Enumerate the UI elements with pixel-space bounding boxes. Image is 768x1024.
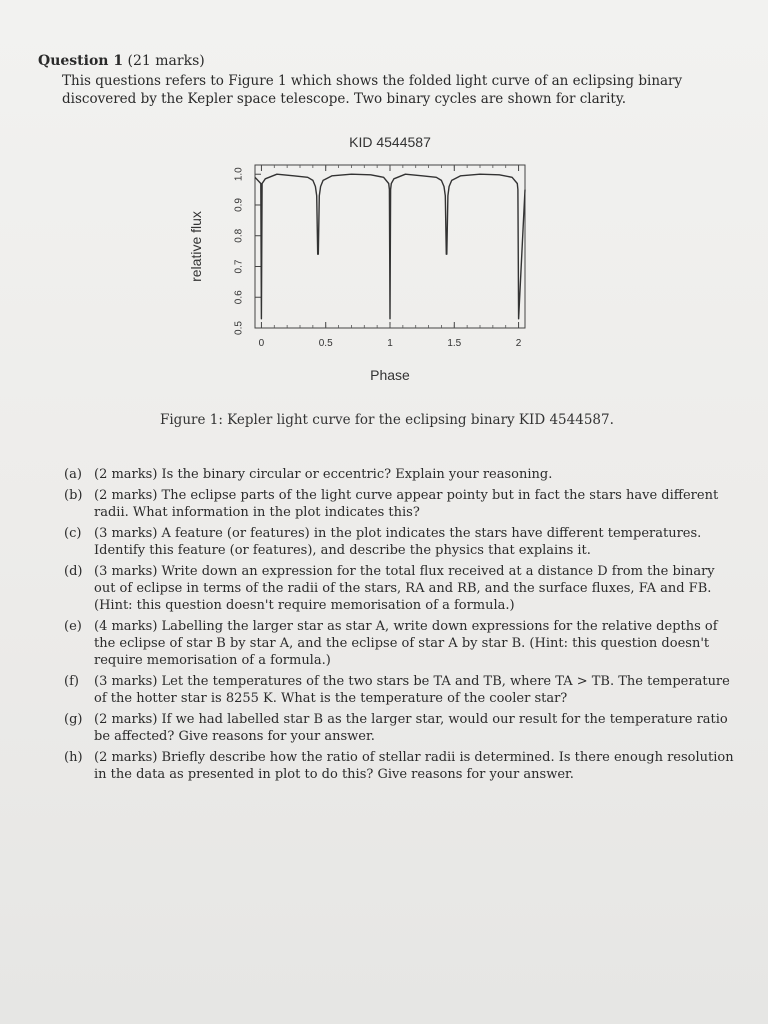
question-part [64, 563, 734, 614]
part-label: (b) [64, 488, 83, 503]
part-label: (c) [64, 526, 82, 541]
x-axis-label: Phase [370, 367, 410, 383]
x-tick-label: 2 [515, 338, 522, 349]
question-heading [38, 53, 205, 69]
y-tick-label: 0.5 [233, 321, 245, 335]
y-tick-label: 0.9 [233, 198, 245, 212]
x-tick-label: 0.5 [318, 338, 333, 349]
part-label: (f) [64, 674, 79, 689]
part-text: (2 marks) Is the binary circular or eccentric? Explain your reasoning. [94, 467, 553, 482]
question-part [64, 711, 734, 745]
part-label: (h) [64, 750, 83, 765]
question-part [64, 749, 734, 783]
part-text: (2 marks) The eclipse parts of the light curve appear pointy but in fact the stars have different radii. What information in the plot indicates this? [94, 488, 719, 520]
x-tick-label: 0 [258, 338, 265, 349]
part-text: (4 marks) Labelling the larger star as star A, write down expressions for the relative depths of the eclipse of star B by star A, and the eclipse of star A by star B. (Hint: this question doesn't require memorisation of a formula.) [94, 619, 718, 668]
y-tick-label: 0.6 [233, 290, 245, 305]
part-label: (e) [64, 619, 82, 634]
question-intro: This questions refers to Figure 1 which shows the folded light curve of an eclipsing binary discovered by the Kepler space telescope. Two binary cycles are shown for clarity. [62, 73, 683, 107]
question-marks: (21 marks) [127, 53, 205, 69]
question-number: Question 1 [38, 53, 124, 69]
y-tick-label: 0.7 [233, 259, 245, 274]
light-curve-chart [180, 150, 550, 390]
part-label: (a) [64, 467, 82, 482]
question-part [64, 618, 734, 669]
part-text: (3 marks) A feature (or features) in the plot indicates the stars have different temperatures. Identify this feature (or features), and describe the physics that explains it. [94, 526, 702, 558]
x-tick-label: 1 [387, 338, 393, 349]
light-curve-line [255, 174, 525, 319]
question-part [64, 466, 734, 483]
part-text: (2 marks) Briefly describe how the ratio of stellar radii is determined. Is there enough resolution in the data as presented in plot to do this? Give reasons for your answer. [94, 750, 734, 782]
part-text: (3 marks) Let the temperatures of the two stars be TA and TB, where TA > TB. The temperature of the hotter star is 8255 K. What is the temperature of the cooler star? [94, 674, 730, 706]
y-axis-label: relative flux [188, 211, 204, 282]
x-tick-label: 1.5 [447, 338, 462, 349]
part-text: (2 marks) If we had labelled star B as the larger star, would our result for the temperature ratio be affected? Give reasons for your answer. [94, 712, 728, 744]
part-label: (g) [64, 712, 83, 727]
chart-title: KID 4544587 [349, 134, 431, 150]
question-part [64, 525, 734, 559]
y-tick-label: 0.8 [233, 228, 245, 243]
part-text: (3 marks) Write down an expression for the total flux received at a distance D from the binary out of eclipse in terms of the radii of the stars, RA and RB, and the surface fluxes, FA and FB. (Hint: this question doesn't require memorisation of a formula.) [94, 564, 715, 613]
part-label: (d) [64, 564, 83, 579]
question-parts [64, 466, 734, 787]
question-part [64, 673, 734, 707]
y-tick-label: 1.0 [233, 167, 245, 182]
question-part [64, 487, 734, 521]
figure-caption: Figure 1: Kepler light curve for the eclipsing binary KID 4544587. [160, 412, 614, 428]
